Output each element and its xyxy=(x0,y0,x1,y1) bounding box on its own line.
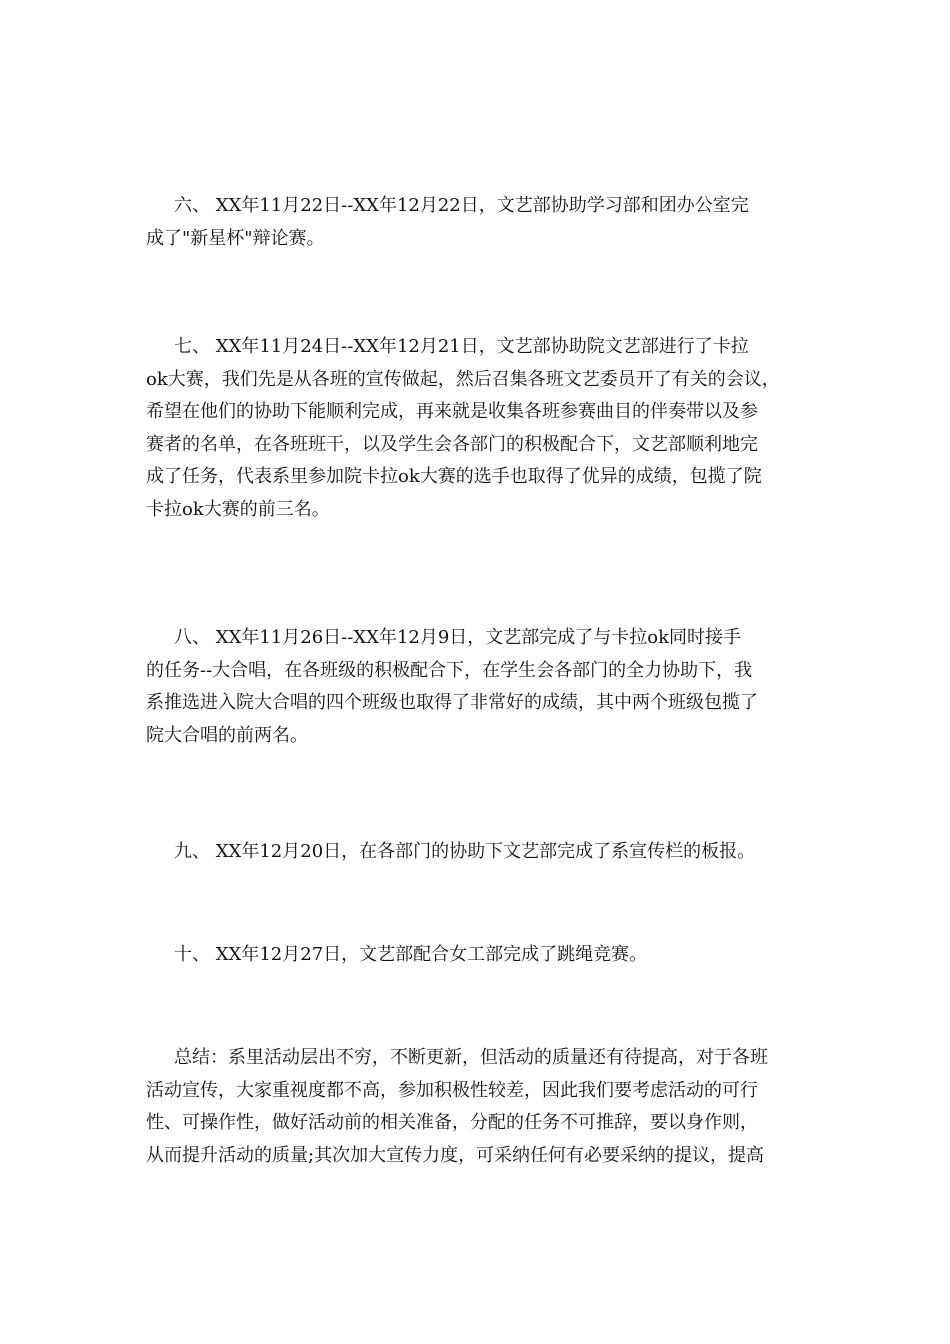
paragraph-item-6 xyxy=(146,190,812,255)
paragraph-line: 七、 XX年11月24日--XX年12月21日，文艺部协助院文艺部进行了卡拉 xyxy=(174,336,749,357)
paragraph-line: 六、 XX年11月22日--XX年12月22日，文艺部协助学习部和团办公室完 xyxy=(174,195,749,216)
paragraph-line: 卡拉ok大赛的前三名。 xyxy=(146,498,330,520)
paragraph-line: 赛者的名单，在各班班干，以及学生会各部门的积极配合下，文艺部顺利地完 xyxy=(146,433,758,455)
paragraph-line: 希望在他们的协助下能顺利完成，再来就是收集各班参赛曲目的伴奏带以及参 xyxy=(146,401,758,422)
paragraph-line: 成了"新星杯"辩论赛。 xyxy=(146,227,325,249)
paragraph-line: 性、可操作性，做好活动前的相关准备，分配的任务不可推辞，要以身作则， xyxy=(146,1112,758,1133)
paragraph-item-10 xyxy=(146,939,812,972)
paragraph-item-7 xyxy=(146,331,812,526)
paragraph-item-8 xyxy=(146,622,812,752)
paragraph-line: 总结：系里活动层出不穷，不断更新，但活动的质量还有待提高，对于各班 xyxy=(174,1047,768,1068)
paragraph-item-9 xyxy=(146,836,812,869)
paragraph-summary xyxy=(146,1042,812,1172)
paragraph-line: 成了任务，代表系里参加院卡拉ok大赛的选手也取得了优异的成绩，包揽了院 xyxy=(146,466,762,487)
paragraph-line: ok大赛，我们先是从各班的宣传做起，然后召集各班文艺委员开了有关的会议， xyxy=(146,368,780,390)
paragraph-line: 活动宣传，大家重视度都不高，参加积极性较差，因此我们要考虑活动的可行 xyxy=(146,1079,758,1101)
paragraph-line: 从而提升活动的质量;其次加大宣传力度，可采纳任何有必要采纳的提议，提高 xyxy=(146,1144,765,1166)
paragraph-line: 的任务--大合唱，在各班级的积极配合下，在学生会各部门的全力协助下，我 xyxy=(146,659,753,681)
paragraph-line: 八、 XX年11月26日--XX年12月9日，文艺部完成了与卡拉ok同时接手 xyxy=(174,627,742,648)
paragraph-line: 系推选进入院大合唱的四个班级也取得了非常好的成绩，其中两个班级包揽了 xyxy=(146,692,758,713)
paragraph-line: 九、 XX年12月20日，在各部门的协助下文艺部完成了系宣传栏的板报。 xyxy=(174,841,756,862)
paragraph-line: 院大合唱的前两名。 xyxy=(146,724,308,746)
paragraph-line: 十、 XX年12月27日，文艺部配合女工部完成了跳绳竞赛。 xyxy=(174,944,648,965)
